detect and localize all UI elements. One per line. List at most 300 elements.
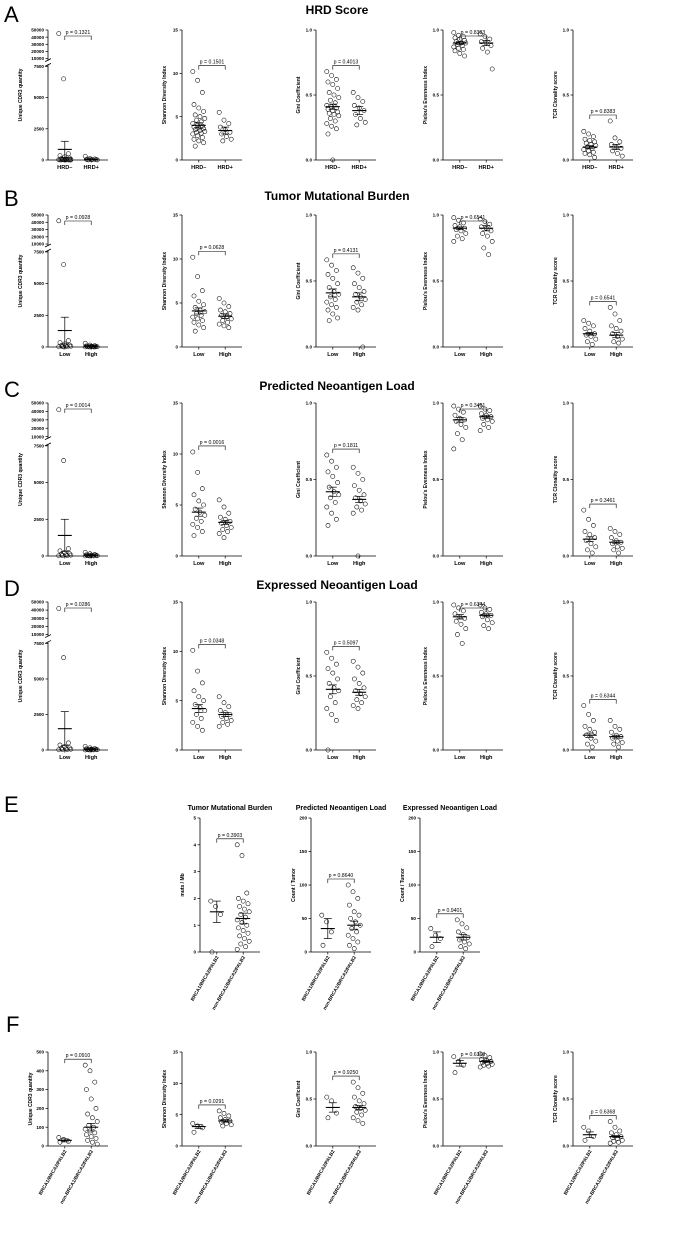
y-tick-label: 0 xyxy=(41,157,44,163)
data-point xyxy=(196,317,200,321)
y-axis-label: Gini Coefficient xyxy=(296,461,302,498)
y-tick-label: 20000 xyxy=(31,49,44,55)
data-point xyxy=(191,450,195,454)
y-tick-label: 40000 xyxy=(31,409,44,415)
data-point xyxy=(193,329,197,333)
data-point xyxy=(197,139,201,143)
y-axis-label: Gini Coefficient xyxy=(296,76,302,114)
y-tick-label: 50000 xyxy=(31,599,44,605)
y-tick-label: 1.0 xyxy=(432,1049,439,1055)
panel-c4 xyxy=(423,401,503,567)
category-label: Low xyxy=(584,755,596,761)
p-value-label: p = 0.0016 xyxy=(199,439,225,446)
data-point xyxy=(200,529,204,533)
data-point xyxy=(490,67,494,71)
data-point xyxy=(94,1136,98,1140)
data-point xyxy=(325,70,329,74)
data-point xyxy=(355,698,359,702)
data-point xyxy=(93,1080,97,1084)
y-tick-label: 0 xyxy=(304,949,307,955)
data-point xyxy=(620,337,624,341)
data-point xyxy=(196,275,200,279)
panel-f2 xyxy=(162,1050,242,1206)
data-point xyxy=(227,122,231,126)
data-point xyxy=(244,945,248,949)
data-point xyxy=(363,120,367,124)
data-point xyxy=(229,718,233,722)
data-point xyxy=(218,708,222,712)
data-point xyxy=(352,947,356,951)
data-point xyxy=(591,324,595,328)
y-tick-label: 2500 xyxy=(33,516,44,522)
panel-letter-a: A xyxy=(4,2,19,27)
data-point xyxy=(326,272,330,276)
significance-bracket xyxy=(460,221,486,225)
data-point xyxy=(326,470,330,474)
y-tick-label: 0.0 xyxy=(562,553,569,559)
data-point xyxy=(337,96,341,100)
data-point xyxy=(482,246,486,250)
data-point xyxy=(331,671,335,675)
data-point xyxy=(361,1091,365,1095)
panel-letter-b: B xyxy=(4,186,19,211)
y-tick-label: 200 xyxy=(408,815,416,821)
data-point xyxy=(334,517,338,521)
data-point xyxy=(222,301,226,305)
data-point xyxy=(356,665,360,669)
data-point xyxy=(325,453,329,457)
data-point xyxy=(612,340,616,344)
data-point xyxy=(609,1131,613,1135)
data-point xyxy=(241,928,245,932)
data-point xyxy=(330,263,334,267)
data-point xyxy=(487,1064,491,1068)
p-value-label: p = 0.0910 xyxy=(65,1053,91,1060)
p-value-label: p = 0.9401 xyxy=(437,907,463,914)
y-tick-label: 15 xyxy=(172,1049,178,1055)
data-point xyxy=(197,299,201,303)
data-point xyxy=(246,902,250,906)
y-tick-label: 1 xyxy=(193,922,196,928)
y-tick-label: 15 xyxy=(172,27,178,33)
data-point xyxy=(330,124,334,128)
y-axis-label: Gini Coefficient xyxy=(296,262,302,300)
data-point xyxy=(196,525,200,529)
data-point xyxy=(192,534,196,538)
category-label: Low xyxy=(193,352,205,358)
p-value-label: p = 0.0291 xyxy=(199,1098,225,1105)
data-point xyxy=(196,724,200,728)
y-tick-label: 400 xyxy=(36,1068,44,1074)
y-axis-label: Shannon Diversity Index xyxy=(162,450,168,509)
data-point xyxy=(452,45,456,49)
data-point xyxy=(582,508,586,512)
data-point xyxy=(487,627,491,631)
data-point xyxy=(453,36,457,40)
data-point xyxy=(615,545,619,549)
data-point xyxy=(57,219,61,223)
category-label: High xyxy=(352,561,366,567)
data-point xyxy=(326,523,330,527)
y-tick-label: 5000 xyxy=(33,480,44,486)
data-point xyxy=(356,896,360,900)
data-point xyxy=(582,1125,586,1129)
data-point xyxy=(587,321,591,325)
data-point xyxy=(361,1121,365,1125)
y-tick-label: 5 xyxy=(175,1112,178,1118)
data-point xyxy=(332,112,336,116)
data-point xyxy=(585,742,589,746)
data-point xyxy=(608,718,612,722)
data-point xyxy=(594,545,598,549)
y-tick-label: 0.0 xyxy=(562,747,569,753)
y-tick-label: 1.0 xyxy=(432,599,439,605)
data-point xyxy=(245,891,249,895)
data-point xyxy=(589,542,593,546)
panel-letter-f: F xyxy=(6,1012,20,1037)
data-point xyxy=(200,90,204,94)
panel-a1 xyxy=(18,28,108,171)
data-point xyxy=(194,311,198,315)
significance-bracket xyxy=(333,449,359,453)
data-point xyxy=(583,724,587,728)
data-point xyxy=(456,930,460,934)
data-point xyxy=(333,500,337,504)
y-tick-label: 15 xyxy=(172,599,178,605)
y-tick-label: 30000 xyxy=(31,417,44,423)
y-tick-label: 100 xyxy=(408,882,416,888)
y-tick-label: 7500 xyxy=(33,249,44,255)
y-tick-label: 1.0 xyxy=(432,27,439,33)
row-b-header xyxy=(4,186,410,211)
plots-layer xyxy=(18,28,633,1206)
y-tick-label: 1.0 xyxy=(305,1049,312,1055)
significance-bracket xyxy=(65,221,91,225)
data-point xyxy=(355,123,359,127)
data-point xyxy=(490,621,494,625)
data-point xyxy=(228,311,232,315)
significance-bracket xyxy=(460,409,486,413)
data-point xyxy=(618,140,622,144)
significance-bracket xyxy=(328,879,354,883)
data-point xyxy=(328,116,332,120)
significance-bracket xyxy=(590,700,616,704)
data-point xyxy=(612,548,616,552)
significance-bracket xyxy=(65,409,91,413)
data-point xyxy=(461,221,465,225)
data-point xyxy=(217,531,221,535)
data-point xyxy=(617,341,621,345)
y-axis-label: Shannon Diversity Index xyxy=(162,1069,168,1129)
data-point xyxy=(488,409,492,413)
y-axis-label: Gini Coefficient xyxy=(296,1080,302,1118)
panel-b1 xyxy=(18,213,108,358)
y-tick-label: 200 xyxy=(36,1106,44,1111)
y-axis-label: Unique CDR3 quantity xyxy=(18,68,24,122)
y-tick-label: 10 xyxy=(172,70,178,76)
row-title-c: Predicted Neoantigen Load xyxy=(259,379,415,393)
data-point xyxy=(490,419,494,423)
data-point xyxy=(197,323,201,327)
data-point xyxy=(593,730,597,734)
data-point xyxy=(356,1119,360,1123)
panel-d1 xyxy=(18,600,108,761)
data-point xyxy=(614,326,618,330)
data-point xyxy=(192,137,196,141)
data-point xyxy=(355,1110,359,1114)
y-tick-label: 0.5 xyxy=(305,1096,312,1102)
data-point xyxy=(88,1069,92,1073)
data-point xyxy=(222,324,226,328)
data-point xyxy=(594,739,598,743)
data-point xyxy=(351,1080,355,1084)
y-tick-label: 0.0 xyxy=(562,157,569,163)
data-point xyxy=(197,499,201,503)
data-point xyxy=(218,1116,222,1120)
y-tick-label: 30000 xyxy=(31,227,44,233)
y-tick-label: 7500 xyxy=(33,641,44,647)
category-label: BRCA1/BRCA2/PALB2 xyxy=(172,1149,203,1197)
data-point xyxy=(588,727,592,731)
y-tick-label: 5000 xyxy=(33,281,44,287)
panel-b5 xyxy=(553,213,633,358)
y-axis-label: TCR Clonality score xyxy=(553,652,559,700)
data-point xyxy=(363,502,367,506)
y-tick-label: 0 xyxy=(41,344,44,350)
data-point xyxy=(326,132,330,136)
y-axis-label: Shannon Diversity Index xyxy=(162,251,168,311)
y-tick-label: 0.0 xyxy=(305,1143,312,1149)
p-value-label: p = 0.8383 xyxy=(460,30,486,36)
data-point xyxy=(217,322,221,326)
p-value-label: p = 0.6541 xyxy=(460,215,486,221)
data-point xyxy=(361,276,365,280)
data-point xyxy=(350,926,354,930)
category-label: Low xyxy=(584,352,596,358)
data-point xyxy=(217,724,221,728)
data-point xyxy=(66,547,70,551)
y-tick-label: 1.0 xyxy=(432,212,439,218)
data-point xyxy=(361,477,365,481)
data-point xyxy=(328,98,332,102)
y-axis-label: TCR Clonality score xyxy=(553,257,559,305)
data-point xyxy=(242,907,246,911)
data-point xyxy=(193,305,197,309)
y-tick-label: 1.0 xyxy=(305,400,312,406)
significance-bracket xyxy=(199,66,225,70)
y-tick-label: 0.5 xyxy=(305,278,312,284)
panel-f1 xyxy=(28,1050,108,1206)
data-point xyxy=(217,695,221,699)
y-tick-label: 4 xyxy=(193,842,196,848)
data-point xyxy=(203,310,207,314)
panel-d2 xyxy=(162,600,242,761)
data-point xyxy=(455,918,459,922)
y-tick-label: 0 xyxy=(175,157,178,163)
data-point xyxy=(590,551,594,555)
significance-bracket xyxy=(65,36,91,40)
data-point xyxy=(591,150,595,154)
p-value-label: p = 0.6344 xyxy=(590,693,616,700)
data-point xyxy=(198,115,202,119)
data-point xyxy=(461,609,465,613)
data-point xyxy=(357,913,361,917)
data-point xyxy=(590,342,594,346)
y-axis-label: Unique CDR3 quantity xyxy=(28,1072,34,1126)
data-point xyxy=(334,718,338,722)
data-point xyxy=(464,627,468,631)
data-point xyxy=(191,255,195,259)
data-point xyxy=(490,239,494,243)
data-point xyxy=(191,132,195,136)
y-tick-label: 500 xyxy=(36,1049,44,1055)
data-point xyxy=(62,77,66,81)
data-point xyxy=(325,300,329,304)
data-point xyxy=(609,730,613,734)
y-axis-label: Count / Tumor xyxy=(400,868,406,902)
data-point xyxy=(202,503,206,507)
significance-bracket xyxy=(333,1076,359,1080)
data-point xyxy=(218,515,222,519)
data-point xyxy=(90,1140,94,1144)
y-tick-label: 0 xyxy=(41,747,44,753)
data-point xyxy=(360,701,364,705)
panel-f4 xyxy=(423,1050,503,1206)
panel-title: Predicted Neoantigen Load xyxy=(295,805,387,812)
data-point xyxy=(224,716,228,720)
data-point xyxy=(325,650,329,654)
data-point xyxy=(193,507,197,511)
data-point xyxy=(196,470,200,474)
data-point xyxy=(356,308,360,312)
data-point xyxy=(582,148,586,152)
data-point xyxy=(200,135,204,139)
category-label: Low xyxy=(193,755,205,761)
y-tick-label: 0.5 xyxy=(432,278,439,284)
data-point xyxy=(202,109,206,113)
category-label: non-BRCA1/BRCA2/PALB2 xyxy=(211,955,247,1012)
significance-bracket xyxy=(199,251,225,255)
y-tick-label: 10 xyxy=(172,451,178,457)
category-label: BRCA1/BRCA2/PALB2 xyxy=(433,1149,464,1197)
panel-b4 xyxy=(423,213,503,358)
data-point xyxy=(467,942,471,946)
data-point xyxy=(192,493,196,497)
p-value-label: p = 0.6344 xyxy=(460,602,486,608)
data-point xyxy=(452,404,456,408)
y-tick-label: 0.0 xyxy=(305,157,312,163)
significance-bracket xyxy=(65,1059,91,1063)
data-point xyxy=(588,532,592,536)
data-point xyxy=(57,1135,61,1139)
data-point xyxy=(485,234,489,238)
p-value-label: p = 0.6541 xyxy=(590,295,616,302)
data-point xyxy=(346,883,350,887)
data-point xyxy=(194,712,198,716)
data-point xyxy=(351,937,355,941)
data-point xyxy=(227,704,231,708)
data-point xyxy=(222,118,226,122)
data-point xyxy=(241,899,245,903)
panel-a5 xyxy=(553,28,633,171)
y-tick-label: 100 xyxy=(299,882,307,888)
data-point xyxy=(617,1140,621,1144)
data-point xyxy=(218,912,222,916)
data-point xyxy=(608,305,612,309)
data-point xyxy=(459,422,463,426)
data-point xyxy=(452,216,456,220)
data-point xyxy=(452,603,456,607)
panel-d3 xyxy=(296,600,376,761)
data-point xyxy=(357,488,361,492)
y-tick-label: 1.0 xyxy=(562,599,569,605)
category-label: Low xyxy=(59,352,71,358)
y-tick-label: 10000 xyxy=(31,434,44,440)
y-tick-label: 0.0 xyxy=(305,553,312,559)
category-label: BRCA1/BRCA2/PALB2 xyxy=(190,955,221,1003)
data-point xyxy=(217,1109,221,1113)
data-point xyxy=(334,662,338,666)
category-label: Low xyxy=(59,755,71,761)
category-label: High xyxy=(609,755,623,761)
data-point xyxy=(222,1111,226,1115)
significance-bracket xyxy=(590,1116,616,1120)
data-point xyxy=(356,1086,360,1090)
data-point xyxy=(334,77,338,81)
y-tick-label: 0.5 xyxy=(432,92,439,98)
data-point xyxy=(612,742,616,746)
category-label: non-BRCA1/BRCA2/PALB2 xyxy=(327,1149,363,1206)
data-point xyxy=(356,940,360,944)
data-point xyxy=(361,99,365,103)
data-point xyxy=(227,511,231,515)
data-point xyxy=(488,607,492,611)
panel-b2 xyxy=(162,213,242,358)
y-tick-label: 1.0 xyxy=(305,27,312,33)
data-point xyxy=(236,926,240,930)
data-point xyxy=(337,493,341,497)
data-point xyxy=(334,465,338,469)
p-value-label: p = 0.0014 xyxy=(65,403,91,409)
data-point xyxy=(349,916,353,920)
data-point xyxy=(221,319,225,323)
y-tick-label: 50 xyxy=(410,916,416,922)
data-point xyxy=(62,263,66,267)
y-tick-label: 50000 xyxy=(31,27,44,33)
data-point xyxy=(336,677,340,681)
data-point xyxy=(326,667,330,671)
y-tick-label: 0 xyxy=(413,949,416,955)
y-axis-label: TCR Clonality score xyxy=(553,1075,559,1123)
category-label: HRD– xyxy=(57,165,73,171)
y-tick-label: 200 xyxy=(299,815,307,821)
panel-e1 xyxy=(180,805,272,1011)
data-point xyxy=(618,1129,622,1133)
data-point xyxy=(62,656,66,660)
data-point xyxy=(351,465,355,469)
data-point xyxy=(620,546,624,550)
y-axis-label: Gini Coefficient xyxy=(296,657,302,695)
data-point xyxy=(197,106,201,110)
data-point xyxy=(618,532,622,536)
panel-b3 xyxy=(296,213,376,358)
y-tick-label: 2500 xyxy=(33,712,44,718)
data-point xyxy=(334,305,338,309)
data-point xyxy=(238,934,242,938)
data-point xyxy=(351,266,355,270)
data-point xyxy=(587,132,591,136)
panel-e3 xyxy=(400,805,497,1011)
